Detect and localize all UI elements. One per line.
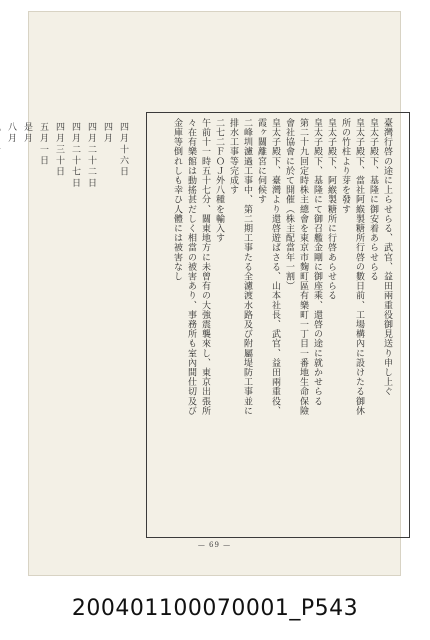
- text-column: 々在有樂館は動搖甚だしく相當の被害あり、事務所も室內間仕切及び: [186, 118, 196, 416]
- date-label: 四月十六日: [118, 122, 128, 178]
- date-label: 四月: [102, 122, 112, 145]
- text-column: 所の竹柱より芽を發す: [340, 118, 350, 214]
- text-column: 午前十一時五十七分、關東地方に未曾有の大強震襲來し、東京出張所: [200, 118, 210, 416]
- text-column: 金庫等倒れしも幸ひ人體には被害なし: [172, 118, 182, 282]
- text-column: 皇太子殿下、阿緱製糖所に行啓あらせらる: [326, 118, 336, 301]
- text-column: 霞ヶ關離宮に伺候す: [256, 118, 266, 205]
- date-label: 四月二十七日: [70, 122, 80, 190]
- image-caption: 200401100070001_P543: [71, 596, 359, 621]
- page-number: — 69 —: [197, 541, 232, 549]
- date-label: 是月: [22, 122, 32, 145]
- book-page: [6, 11, 401, 576]
- text-column: 排水工事等完成す: [228, 118, 238, 195]
- text-column: 會社協會に於て開催（株主配當年一割）: [284, 118, 294, 291]
- date-label: 八月: [6, 122, 16, 145]
- date-label: 四月二十二日: [86, 122, 96, 190]
- date-label: 五月一日: [38, 122, 48, 167]
- text-column: 皇太子殿下、當社阿緱製糖所行啓の數日前、工場構內に設けたる御休: [354, 118, 364, 416]
- text-column: 臺灣行啓の途に上らせらる、武官、益田兩重役御見送り申し上ぐ: [382, 118, 392, 397]
- text-column: 皇太子殿下、基隆にて御召艦金剛に御座乘、還啓の途に就かせらる: [312, 118, 322, 406]
- text-column: 二峰圳濾過工事中、第二期工事たる全濾渡水路及び附屬堤防工事並に: [242, 118, 252, 416]
- date-label: 四月三十日: [54, 122, 64, 178]
- text-column: 第二十九回定時株主總會を東京市麴町區有樂町一丁目一番地生命保險: [298, 118, 308, 416]
- text-column: 二七二ＦＯＪ外八種を輸入す: [214, 118, 224, 243]
- text-column: 皇太子殿下、基隆に御安着あらせらる: [368, 118, 378, 282]
- text-column: 皇太子殿下、臺灣より還啓遊ばさる、山本社長、武官、益田兩重役、: [270, 118, 280, 416]
